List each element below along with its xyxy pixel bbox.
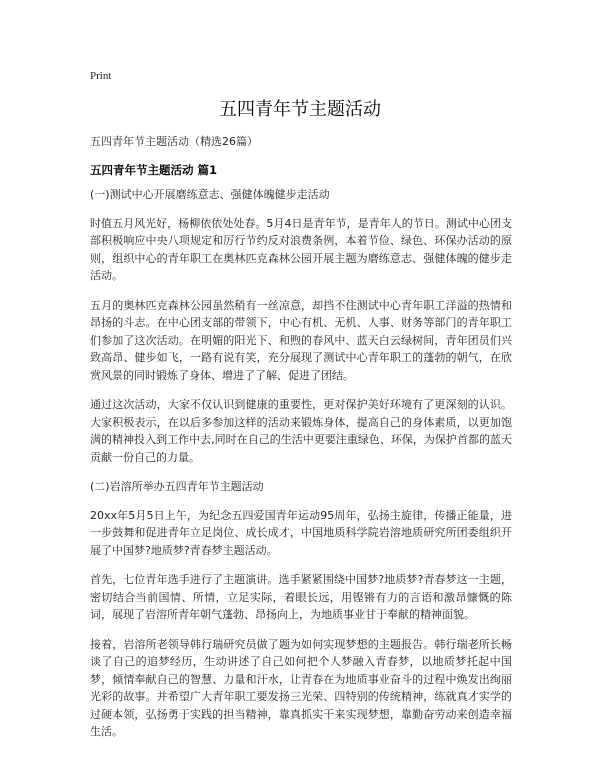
paragraph-1: 时值五月风光好，杨柳依依处处春。5月4日是青年节，是青年人的节日。测试中心团支部积极响应中央八项规定和厉行节约反对浪费条例，本着节俭、绿色、环保办活动的原则，组织中心的青年职工在奥林匹克森林公园开展主题为磨练意志、强健体魄的健步走活动。 — [90, 216, 512, 282]
paragraph-2: 五月的奥林匹克森林公园虽然稍有一丝凉意，却挡不住测试中心青年职工洋溢的热情和昂扬的斗志。在中心团支部的带领下，中心有机、无机、人事、财务等部门的青年职工们参加了这次活动。在明媚的阳光下、和煦的春风中、蓝天白云绿树间，青年团员们兴致高昂、健步如飞，一路有说有笑，充分展现了测试中心青年职工的蓬勃的朝气，在欣赏风景的同时锻炼了身体、增进了了解、促进了团结。 — [90, 298, 512, 382]
paragraph-4: 20xx年5月5日上午，为纪念五四爱国青年运动95周年，弘扬主旋律，传播正能量，进一步鼓舞和促进青年立足岗位、成长成才，中国地质科学院岩溶地质研究所团委组织开展了中国梦?地质梦?青春梦主题活动。 — [90, 508, 512, 557]
paragraph-6: 接着，岩溶所老领导韩行瑞研究员做了题为如何实现梦想的主题报告。韩行瑞老所长畅谈了自己的追梦经历，生动讲述了自己如何把个人梦融入青春梦，以地质梦托起中国梦，倾情奉献自己的智慧、力量和汗水，让青春在为地质事业奋斗的过程中焕发出绚丽光彩的故事。并希望广大青年职工要发扬三光荣、四特别的传统精神，练就真才实学的过硬本领，弘扬勇于实践的担当精神，靠真抓实干来实现梦想，靠勤奋劳动来创造幸福生活。 — [90, 637, 512, 738]
subsection-heading-2: (二)岩溶所举办五四青年节主题活动 — [90, 480, 264, 493]
subsection-heading-1: (一)测试中心开展磨练意志、强健体魄健步走活动 — [90, 188, 330, 201]
paragraph-5: 首先，七位青年选手进行了主题演讲。选手紧紧围绕中国梦?地质梦?青春梦这一主题，密切结合当前国情、所情，立足实际，着眼长远，用铿锵有力的言语和激昂慷慨的陈词，展现了岩溶所青年朝气蓬勃、昂扬向上，为地质事业甘于奉献的精神面貌。 — [90, 573, 512, 621]
section-heading: 五四青年节主题活动 篇1 — [90, 162, 218, 177]
page-title: 五四青年节主题活动 — [219, 99, 381, 120]
print-label: Print — [90, 70, 112, 82]
document-subtitle: 五四青年节主题活动（精选26篇） — [90, 135, 258, 148]
document-body — [90, 133, 512, 753]
paragraph-3: 通过这次活动，大家不仅认识到健康的重要性，更对保护美好环境有了更深刻的认识。大家积极表示，在以后多参加这样的活动来锻炼身体，提高自己的身体素质，以更加饱满的精神投入到工作中去,同时在自己的生活中更要注重绿色、环保，为保护首都的蓝天贡献一份自己的力量。 — [90, 398, 512, 464]
